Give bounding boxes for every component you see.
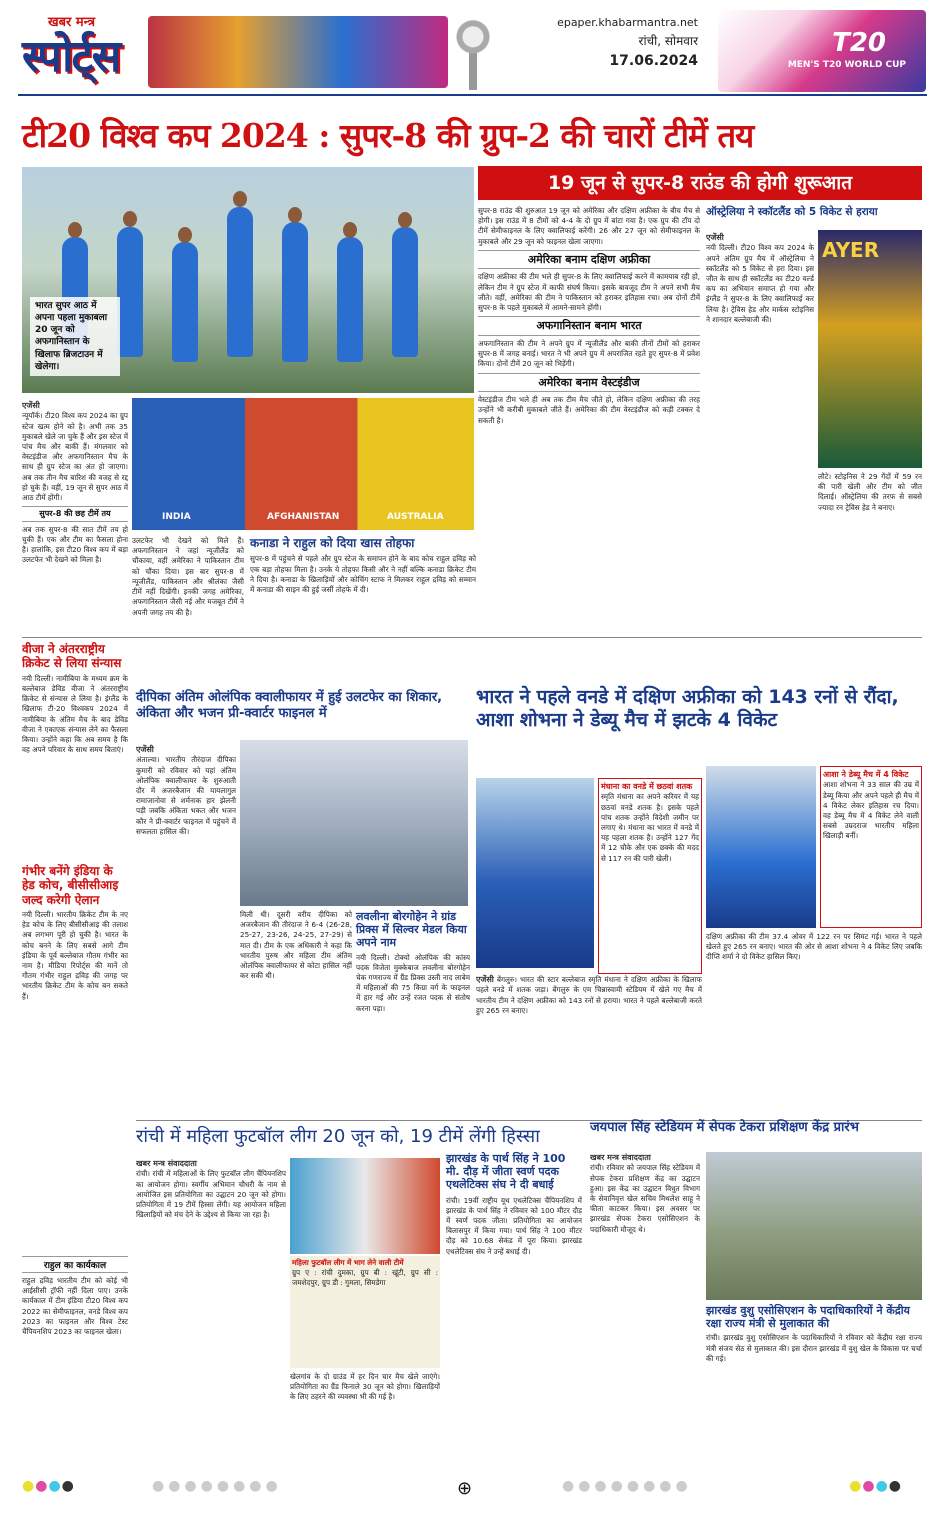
football-group-list: ग्रुप ए : रांची दुमका, ग्रुप बी : खूंटी, ग्रुप सी : जमशेदपुर, ग्रुप डी : गुमला, सिमडेगा <box>292 1268 438 1288</box>
sa-dateline: एजेंसी <box>476 975 494 984</box>
main-dateline: एजेंसी <box>22 401 40 410</box>
wushu-story <box>706 1304 922 1451</box>
mandhana-box-text: स्मृति मंधाना का अपने करियर में यह छठवां वनडे शतक है। इसके पहले पांच शतक उन्होंने विदेशी जमीन पर लगाए थे। मंधाना का भारत में वनडे में यह पहला शतक है। उन्होंने 127 गेंद में 12 चौके और एक छक्के की मदद से 117 रन की पारी खेली। <box>601 792 699 863</box>
shobhana-photo[interactable] <box>706 766 816 928</box>
section-divider <box>22 637 922 638</box>
aus-text: नयी दिल्ली। टी20 विश्व कप 2024 के अपने अंतिम ग्रुप मैच में ऑस्ट्रेलिया ने स्कॉटलैंड को 5 विकेट से हरा दिया। इस जीत के साथ ही स्कॉटलैंड का टी20 वर्ल्ड कप का अभियान समाप्त हो गया और इंग्लैंड ने सुपर-8 के लिए क्वालिफाई कर लिया है। ट्रेविस हेड और मार्कस स्टोइनिस ने शानदार बल्लेबाजी की। <box>706 243 814 324</box>
archery-photo[interactable] <box>240 740 468 906</box>
rahul-tenure-text: राहुल द्रविड़ भारतीय टीम को कोई भी आईसीसी ट्रॉफी नहीं दिला पाए। उनके कार्यकाल में टीम इंडिया टी20 विश्व कप 2022 का सेमीफाइनल, वनडे विश्व कप 2023 का फाइनल और विश्व टेस्ट चैंपियनशिप 2023 का फाइनल खेला। <box>22 1275 128 1337</box>
captain-label-australia: AUSTRALIA <box>387 512 444 522</box>
subhead-usa-sa-text: दक्षिण अफ्रीका की टीम भले ही सुपर-8 के लिए क्वालिफाई करने में कामयाब रही हो, लेकिन टीम ने ग्रुप स्टेज में काफी संघर्ष किया। इसके बावजूद टीम ने अपने सभी मैच जीते। वहीं, अमेरिका की टीम ने पाकिस्तान को हराकर इतिहास रचा। अब दोनों टीमें सुपर-8 के पहले मुकाबले में आमने-सामने होंगी। <box>478 272 700 313</box>
col3-intro: सुपर-8 राउंड की शुरुआत 19 जून को अमेरिका और दक्षिण अफ्रीका के बीच मैच से होगी। इस राउंड में 8 टीमों को 4-4 के दो ग्रुप में बांटा गया है। एक ग्रुप की टॉप दो टीमें सेमीफाइनल के लिए क्वालिफाई करेंगी। 26 और 27 जून को सेमीफाइनल के मुकाबले और 29 जून को फाइनल खेला जाएगा। <box>478 206 700 246</box>
t20-world-cup-logo <box>718 10 926 92</box>
deepika-text2: मिली थी। दूसरी वरीय दीपिका को अजरबैजान की तीरंदाज ने 6-4 (26-28, 25-27, 23-26, 24-25, 27-29) से मात दी। टीम के एक अधिकारी ने कहा कि भारतीय पुरुष और महिला टीम अंतिम ओलंपिक क्वालीफायर से कोटा हासिल नहीं कर सकी थी। <box>240 910 352 981</box>
wushu-text: रांची। झारखंड वुशु एसोसिएशन के पदाधिकारियों ने रविवार को केंद्रीय रक्षा राज्य मंत्री संजय सेठ से मुलाकात की। इस दौरान झारखंड में वुशु खेल के विकास पर चर्चा की गई। <box>706 1333 922 1363</box>
wushu-photo[interactable] <box>706 1152 922 1300</box>
edition-city: रांची, सोमवार <box>638 34 698 48</box>
rahul-tenure-title: राहुल का कार्यकाल <box>22 1256 128 1273</box>
main-subhead-six-teams: सुपर-8 की छह टीमें तय <box>22 506 128 521</box>
stadium-story <box>590 1120 922 1136</box>
football-teams-photo[interactable] <box>290 1158 440 1254</box>
deepika-dateline: एजेंसी <box>136 745 154 754</box>
main-story-col1 <box>22 400 128 630</box>
edition-date: 17.06.2024 <box>609 53 698 69</box>
shobhana-box <box>820 766 922 928</box>
deepika-story <box>136 690 470 721</box>
football-story <box>136 1126 582 1148</box>
stadium-dateline: खबर मन्त्र संवाददाता <box>590 1153 651 1162</box>
football-photo-caption: महिला फुटबॉल लीग में भाग लेने वाली टीमें <box>292 1258 404 1267</box>
sa-match-text1 <box>476 974 702 1114</box>
edition-info <box>548 16 698 69</box>
wiese-title[interactable]: वीजा ने अंतरराष्ट्रीय क्रिकेट से लिया संन्यास <box>22 642 122 671</box>
crosshair-icon: ⊕ <box>457 1478 474 1499</box>
deepika-title[interactable]: दीपिका अंतिम ओलंपिक क्वालीफायर में हुई उलटफेर का शिकार, अंकिता और भजन प्री-क्वार्टर फाइनल में <box>136 690 443 721</box>
mandhana-photo[interactable] <box>476 778 594 968</box>
athlete-story <box>446 1152 582 1436</box>
cricketers-banner-image <box>148 16 448 88</box>
aus-text-col <box>706 232 814 468</box>
website-link[interactable]: epaper.khabarmantra.net <box>557 16 698 29</box>
rahul-text: सुपर-8 में पहुंचने से पहले और ग्रुप स्टेज के समापन होने के बाद कोच राहुल द्रविड़ को एक बड़ा तोहफा मिला है। उनके ये तोहफा किसी और ने नहीं बल्कि कनाडा क्रिकेट टीम ने दिया है। कनाडा के खिलाड़ियों और कोचिंग स्टाफ ने मिलकर राहुल द्रविड़ को सम्मान में कनाडा की साइन की हुई जर्सी तोहफे में दी। <box>250 554 476 595</box>
football-title[interactable]: रांची में महिला फुटबॉल लीग 20 जून को, 19 टीमें लेंगी हिस्सा <box>136 1126 540 1147</box>
deepika-text-col <box>136 744 236 1114</box>
captain-label-india: INDIA <box>162 512 191 522</box>
subhead-usa-wi: अमेरिका बनाम वेस्टइंडीज <box>478 373 700 393</box>
wc-logo-t20: T20 <box>832 28 886 58</box>
super8-banner: 19 जून से सुपर-8 राउंड की होगी शुरूआत <box>478 166 922 200</box>
team-india-photo[interactable] <box>22 167 474 393</box>
football-text-col <box>136 1158 286 1458</box>
trophy-icon <box>453 14 493 90</box>
sa-text1-body: बेंगलुरु। भारत की स्टार बल्लेबाज स्मृति मंधाना ने दक्षिण अफ्रीका के खिलाफ पहले वनडे में शतक जड़ा। बेंगलुरु के एम चिन्नास्वामी स्टेडियम में खेले गए मैच में भारतीय टीम ने दक्षिण अफ्रीका को 143 रनों से हराया। भारत ने पहले बल्लेबाजी करते हुए 265 रन बनाए। <box>476 975 702 1015</box>
aus-text-col2: लौटे। स्टोइनिस ने 29 गेंदों में 59 रन की पारी खेली और टीम को जीत दिलाई। ऑस्ट्रेलिया की तरफ से सबसे ज्यादा रन ट्रेविस हेड ने बनाए। <box>818 472 922 512</box>
captain-label-afghanistan: AFGHANISTAN <box>267 512 340 522</box>
stadium-text: रांची। रविवार को जयपाल सिंह स्टेडियम में सेपक टेकरा प्रशिक्षण केंद्र का उद्घाटन हुआ। इस केंद्र का उद्घाटन विधुत विभाग के सेवानिवृत्त खेल सचिव मिथलेश साहू ने फीता काटकर किया। इस अवसर पर झारखंड सेपक टेकरा एसोसिएशन के पदाधिकारी मौजूद थे। <box>590 1163 700 1234</box>
rahul-story <box>250 536 476 634</box>
team-photo-caption: भारत सुपर आठ में अपना पहला मुकाबला 20 जून को अफगानिस्तान के खिलाफ ब्रिजटाउन में खेलेगा। <box>30 297 120 376</box>
lovlina-text: नयी दिल्ली। टोक्यो ओलंपिक की कांस्य पदक विजेता मुक्केबाज लवलीना बोरगोहेन चेक गणराज्य में ग्रैंड प्रिक्स उस्ती नाद लाबेम में महिलाओं की 75 किग्रा वर्ग के फाइनल में हार गई और उन्हें रजत पदक से संतोष करना पड़ा। <box>356 952 470 1013</box>
athlete-title[interactable]: झारखंड के पार्थ सिंह ने 100 मी. दौड़ में जीता स्वर्ण पदक एथलेटिक्स संघ ने दी बधाई <box>446 1152 566 1192</box>
football-photo-caption-box <box>290 1256 440 1368</box>
main-story-col2: उलटफेर भी देखने को मिले हैं। अफगानिस्तान ने जहां न्यूजीलैंड को चौंकाया, वहीं अमेरिका ने पाकिस्तान टीम को चौंका दिया। इस बार सुपर-8 में न्यूजीलैंड, पाकिस्तान और श्रीलंका जैसी टीमें नहीं दिखेंगी। इनकी जगह अमेरिका, अफगानिस्तान जैसी नई और मजबूत टीमें ने अपनी जगह तय की है। <box>132 536 244 617</box>
wushu-title[interactable]: झारखंड वुशु एसोसिएशन के पदाधिकारियों ने केंद्रीय रक्षा राज्य मंत्री से मुलाकात की <box>706 1304 910 1331</box>
football-text: रांची। रांची में महिलाओं के लिए फुटबॉल लीग चैंपियनशिप का आयोजन होगा। स्वर्गीय अभिमान चौधरी के नाम से आयोजित इस प्रतियोगिता का उद्घाटन 20 जून को होगा। प्रतियोगिता में 19 टीमें हिस्सा लेंगी। यह आयोजन महिला खिलाड़ियों को मंच देने के उद्देश्य से किया जा रहा है। <box>136 1169 286 1220</box>
football-dateline: खबर मन्त्र संवाददाता <box>136 1159 197 1168</box>
wc-logo-text: MEN'S T20 WORLD CUP <box>787 60 906 70</box>
sa-match-story <box>476 686 922 732</box>
shobhana-box-title: आशा ने डेब्यू मैच में 4 विकेट <box>823 770 909 779</box>
deepika-text1: अंताल्या। भारतीय तीरंदाज दीपिका कुमारी को रविवार को यहां अंतिम ओलंपिक क्वालीफायर के शुरुआती दौर में अजरबैजान की यायलागुल रामाजानोवा से शर्मनाक हार झेलनी पड़ी जबकि अंकिता भकत और भजन कौर ने प्री-क्वार्टर फाइनल में पहुंचने में सफलता हासिल की। <box>136 755 236 836</box>
rahul-title[interactable]: कनाडा ने राहुल को दिया खास तोहफा <box>250 536 415 550</box>
stadium-text-col <box>590 1152 700 1458</box>
registration-marks: ●●●● ●●●●●●●● ⊕ ●●●●●●●● ●●●● <box>22 1478 902 1499</box>
athlete-text: रांची। 19वीं राष्ट्रीय यूथ एथलेटिक्स चैंपियनशिप में झारखंड के पार्थ सिंह ने रविवार को 100 मीटर दौड़ में स्वर्ण पदक जीता। प्रतियोगिता का आयोजन बिलासपुर में किया गया। पार्थ सिंह ने 100 मीटर दौड़ को 10.68 सेकंड में पूरा किया। झारखंड एथलेटिक्स संघ ने उन्हें बधाई दी। <box>446 1195 582 1256</box>
masthead <box>18 10 927 96</box>
aus-photo-text: AYER <box>822 238 880 262</box>
main-story-text1: न्यूयॉर्क। टी20 विश्व कप 2024 का ग्रुप स्टेज खत्म होने को है। अभी तक 35 मुकाबले खेले जा चुके हैं और इस स्टेज में पांच मैच और बाकी हैं। मंगलवार को वेस्टइंडीज और अफगानिस्तान मैच के साथ ही ग्रुप स्टेज का अंत हो जाएगा। अब तक तीन मैच बारिश की वजह से रद्द हो चुके हैं। वहीं, 19 जून से सुपर आठ में आठ टीमें होंगी। <box>22 411 128 503</box>
subhead-afg-ind: अफगानिस्तान बनाम भारत <box>478 316 700 336</box>
mandhana-box-title: मंधाना का वनडे में छठवां शतक <box>601 782 693 791</box>
logo-small-text: खबर मन्त्र <box>48 15 96 30</box>
gambhir-text: नयी दिल्ली। भारतीय क्रिकेट टीम के नए हेड कोच के लिए बीसीसीआइ की तलाश अब लगभग पूरी हो चुकी है। भारत के कोच बनने के लिए सबसे आगे टीम इंडिया के पूर्व बल्लेबाज गौतम गंभीर का नाम है। मीडिया रिपोर्ट्स की मानें तो गौतम गंभीर राहुल द्रविड़ की जगह पर भारतीय क्रिकेट टीम के कोच बन सकते हैं। <box>22 909 128 1001</box>
main-story-col3 <box>478 206 700 636</box>
aus-dateline: एजेंसी <box>706 233 724 242</box>
lovlina-story <box>356 910 470 1103</box>
stadium-title[interactable]: जयपाल सिंह स्टेडियम में सेपक टेकरा प्रशिक्षण केंद्र प्रारंभ <box>590 1120 859 1135</box>
mandhana-box <box>598 778 702 974</box>
captains-photo[interactable] <box>132 398 474 530</box>
football-text2: खेलगांव के दो ग्राउंड में हर दिन चार मैच खेले जाएंगे। प्रतियोगिता का ग्रैंड फिनाले 30 जून को होगा। खिलाड़ियों के लिए ठहरने की व्यवस्था भी की गई है। <box>290 1372 440 1402</box>
aus-story <box>706 206 922 219</box>
subhead-usa-sa: अमेरिका बनाम दक्षिण अफ्रीका <box>478 250 700 270</box>
left-news-column <box>22 642 128 1462</box>
main-headline[interactable]: टी20 विश्व कप 2024 : सुपर-8 की ग्रुप-2 की चारों टीमें तय <box>22 116 754 155</box>
lovlina-title[interactable]: लवलीना बोरगोहेन ने ग्रांड प्रिक्स में सिल्वर मेडल किया अपने नाम <box>356 910 467 950</box>
shobhana-box-text: आशा शोभना ने 33 साल की उम्र में डेब्यू किया और अपने पहले ही मैच में 4 विकेट लेकर इतिहास रच दिया। वह डेब्यू मैच में 4 विकेट लेने वाली सबसे उम्रदराज भारतीय महिला खिलाड़ी बनीं। <box>823 780 919 841</box>
subhead-usa-wi-text: वेस्टइंडीज टीम भले ही अब तक टीम मैच जीते हो, लेकिन दक्षिण अफ्रीका की तरह उन्होंने भी करीबी मुकाबले जीते हैं। अमेरिका की टीम वेस्टइंडीज को कड़ी टक्कर दे सकती है। <box>478 395 700 425</box>
gambhir-title[interactable]: गंभीर बनेंगे इंडिया के हेड कोच, बीसीसीआइ जल्द करेगी ऐलान <box>22 863 119 907</box>
newspaper-logo[interactable] <box>18 10 138 92</box>
main-story-text2: अब तक सुपर-8 की सात टीमें तय हो चुकी हैं। एक और टीम का फैसला होना है। हालांकि, इस टी20 विश्व कप में बड़ा उलटफेर भी देखने को मिला है। <box>22 524 128 565</box>
aus-player-photo[interactable] <box>818 230 922 468</box>
sa-match-title[interactable]: भारत ने पहले वनडे में दक्षिण अफ्रीका को 143 रनों से रौंदा, आशा शोभना ने डेब्यू मैच में झटके 4 विकेट <box>476 686 899 731</box>
aus-title[interactable]: ऑस्ट्रेलिया ने स्कॉटलैंड को 5 विकेट से हराया <box>706 206 878 218</box>
wiese-text: नयी दिल्ली। नामीबिया के मध्यम क्रम के बल्लेबाज डेविड वीजा ने अंतरराष्ट्रीय क्रिकेट से संन्यास ले लिया है। इंग्लैंड के खिलाफ टी-20 विश्वकप 2024 में नामीबिया के अंतिम मैच के बाद डेविड वीजा ने एकाएक संन्यास लेने का फैसला किया। उन्होंने कहा कि अब समय है कि वह अपने परिवार के साथ समय बिताएं। <box>22 673 128 755</box>
logo-big-text: स्पोर्ट्स <box>22 31 120 82</box>
sa-match-text2: दक्षिण अफ्रीका की टीम 37.4 ओवर में 122 रन पर सिमट गई। भारत ने पहले खेलते हुए 265 रन बनाए। भारत की ओर से आशा शोभना ने 4 विकेट लिए जबकि दीप्ति शर्मा ने दो विकेट हासिल किए। <box>706 932 922 962</box>
subhead-afg-ind-text: अफगानिस्तान की टीम ने अपने ग्रुप में न्यूजीलैंड और बाकी तीनों टीमों को हराकर सुपर-8 में जगह बनाई। भारत ने भी अपने ग्रुप में अपराजित रहते हुए सुपर-8 में प्रवेश किया। दोनों टीमें 20 जून को भिड़ेंगी। <box>478 338 700 369</box>
